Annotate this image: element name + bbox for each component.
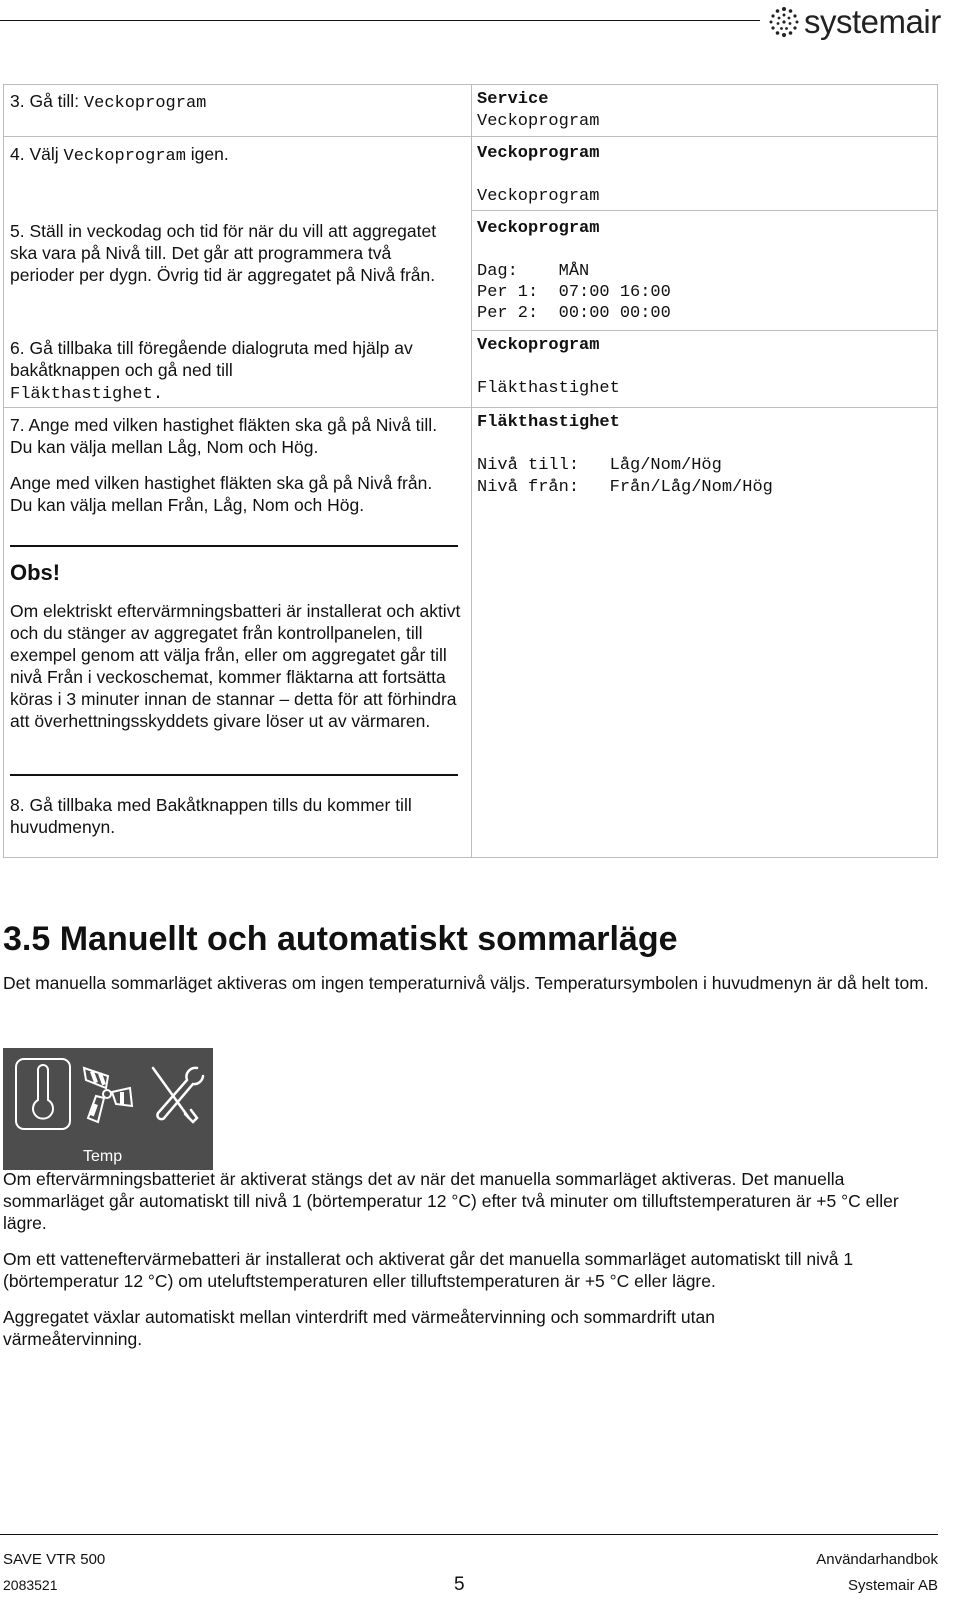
footer-page-number: 5 bbox=[454, 1574, 465, 1595]
obs-top-rule bbox=[10, 545, 458, 547]
display-week-day: Dag: MÅN bbox=[477, 262, 590, 281]
step-6 bbox=[10, 337, 420, 406]
step-5: 5. Ställ in veckodag och tid för när du vill att aggregatet ska vara på Nivå till. Det går att programmera två perioder per dygn. Övrig tid är aggregatet på Nivå från. bbox=[10, 221, 437, 285]
row-separator bbox=[4, 407, 471, 408]
display-week-period-2: Per 2: 00:00 00:00 bbox=[477, 304, 671, 323]
row-separator bbox=[471, 210, 937, 211]
step-6-text: 6. Gå tillbaka till föregående dialogruta med hjälp av bakåtknappen och gå ned till bbox=[10, 338, 413, 380]
temp-label: Temp bbox=[83, 1148, 123, 1165]
step-6-code: Fläkthastighet. bbox=[10, 385, 164, 404]
step-7-level-on: 7. Ange med vilken hastighet fläkten ska gå på Nivå till. Du kan välja mellan Låg, Nom och Hög. bbox=[10, 415, 438, 457]
fan-icon bbox=[78, 1062, 136, 1128]
section-paragraph-2: Om ett vatteneftervärmebatteri är installerat och aktiverat går det manuella sommarläget automatiskt till nivå 1 (börtemperatur 12 °C) om uteluftstemperaturen eller tilluftstemperaturen är +5 °C eller lägre. bbox=[3, 1249, 854, 1291]
display-veckoprogram: Veckoprogram bbox=[477, 112, 600, 131]
step-3-code: Veckoprogram bbox=[83, 94, 207, 113]
row-separator bbox=[471, 407, 937, 408]
footer-doc-number: 2083521 bbox=[3, 1577, 58, 1593]
brand-name: systemair bbox=[804, 3, 941, 40]
obs-text: Om elektriskt eftervärmningsbatteri är installerat och aktivt och du stänger av aggregatet från kontrollpanelen, till exempel genom att välja från, eller om aggregatet går till nivå Från i veckoschemat, kommer fläktarna att fortsätta köras i 3 minuter innan de stannar – detta för att förhindra att överhettningsskyddets givare löser ut av värmaren. bbox=[10, 601, 461, 731]
footer-rule bbox=[0, 1534, 938, 1535]
systemair-logo-mark-icon bbox=[768, 6, 800, 38]
table-column-divider bbox=[471, 85, 472, 857]
display-flakthastighet: Fläkthastighet bbox=[477, 379, 620, 398]
display-week-period-1: Per 1: 07:00 16:00 bbox=[477, 283, 671, 302]
footer-doc-type: Användarhandbok bbox=[816, 1551, 938, 1568]
section-paragraph-3: Aggregatet växlar automatiskt mellan vinterdrift med värmeåtervinning och sommardrift utan värmeåtervinning. bbox=[3, 1307, 715, 1349]
display-service: Service bbox=[477, 90, 549, 109]
display-week-title: Veckoprogram bbox=[477, 219, 600, 238]
display-level-off: Nivå från: Från/Låg/Nom/Hög bbox=[477, 478, 773, 497]
step-4-code: Veckoprogram bbox=[63, 147, 186, 166]
row-separator bbox=[471, 330, 937, 331]
step-8: 8. Gå tillbaka med Bakåtknappen tills du kommer till huvudmenyn. bbox=[10, 795, 412, 837]
obs-bottom-rule bbox=[10, 774, 458, 776]
step-3-label: 3. Gå till: bbox=[10, 91, 84, 111]
display-fan-speed-title: Fläkthastighet bbox=[477, 413, 620, 432]
tools-icon bbox=[145, 1062, 205, 1128]
header-rule bbox=[0, 20, 760, 21]
step-4-label: 4. Välj bbox=[10, 144, 64, 164]
footer-company: Systemair AB bbox=[847, 1577, 938, 1594]
section-intro: Det manuella sommarläget aktiveras om ingen temperaturnivå väljs. Temperatursymbolen i huvudmenyn är då helt tom. bbox=[3, 973, 929, 993]
section-paragraph-1: Om eftervärmningsbatteriet är aktiverat stängs det av när det manuella sommarläget aktiveras. Det manuella sommarläget går automatiskt till nivå 1 (börtemperatur 12 °C) efter två minuter om tilluftstemperaturen är +5 °C eller lägre. bbox=[3, 1169, 899, 1233]
section-heading: 3.5 Manuellt och automatiskt sommarläge bbox=[3, 920, 678, 958]
display-level-on: Nivå till: Låg/Nom/Hög bbox=[477, 456, 722, 475]
step-4-suffix: igen. bbox=[185, 144, 229, 164]
step-7-level-off: Ange med vilken hastighet fläkten ska gå på Nivå från. Du kan välja mellan Från, Låg, Nom och Hög. bbox=[10, 473, 433, 515]
display-back-veckoprogram: Veckoprogram bbox=[477, 336, 600, 355]
step-3 bbox=[10, 90, 460, 115]
display-veckoprogram-sub: Veckoprogram bbox=[477, 187, 600, 206]
footer-product: SAVE VTR 500 bbox=[3, 1551, 106, 1568]
obs-heading: Obs! bbox=[10, 560, 61, 585]
thermometer-icon bbox=[15, 1058, 71, 1130]
step-4 bbox=[10, 143, 460, 168]
systemair-logo bbox=[768, 2, 941, 42]
row-separator bbox=[4, 136, 937, 137]
display-veckoprogram-selected: Veckoprogram bbox=[477, 144, 600, 163]
